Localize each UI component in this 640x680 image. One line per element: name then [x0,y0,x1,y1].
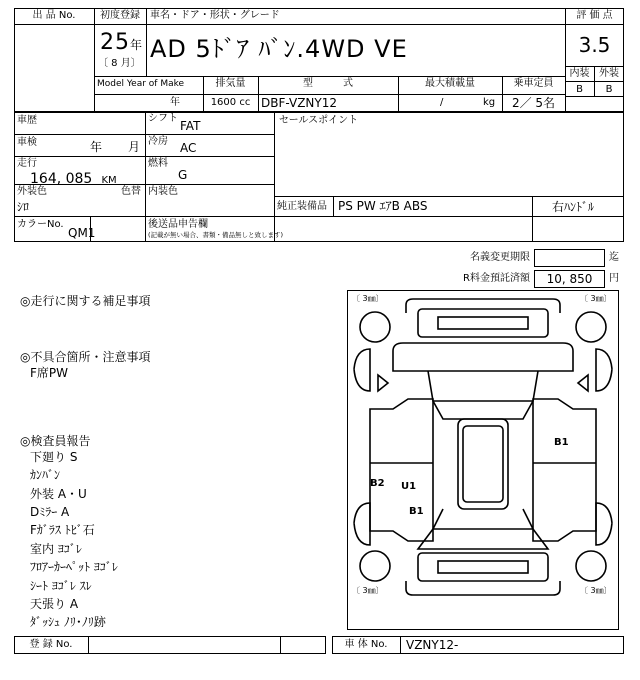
tread-depth-label: 〔 3㎜〕 [352,294,384,303]
defects-heading: ◎不具合箇所・注意事項 [20,350,151,364]
inspection-label: 車検 [17,137,37,148]
recycle-value: 10, 850 [546,272,593,286]
inspector-line: Fｶﾞﾗｽ ﾄﾋﾞ石 [30,523,95,537]
tread-depth-label: 〔 3㎜〕 [352,586,384,595]
load-unit: kg [483,97,496,108]
color-no-label: カラーNo. [17,219,64,230]
type-label: 型 式 [303,78,353,89]
car-name-label: 車名・ドア・形状・グレード [150,10,280,21]
exterior-color-value: ｼﾛ [17,200,30,214]
grade-label: 評 価 点 [576,10,613,21]
exterior-grade: B [605,84,613,95]
inspector-line: 天張り A [30,597,79,611]
lot-no-label: 出 品 No. [32,10,76,21]
docs-note: (記載が無い場合、書類・備品無しと致します) [148,231,284,239]
recycle-unit: 円 [609,273,619,284]
fuel-value: G [178,168,188,182]
interior-grade: B [576,84,583,95]
shift-value: FAT [180,119,201,133]
load-value: / [440,97,444,108]
interior-color-label: 内装色 [148,186,178,197]
equipment-label: 純正装備品 [277,201,327,212]
exterior-color-label: 外装色 [17,186,47,197]
damage-mark: B1 [554,437,569,448]
sales-point-label: セールスポイント [279,115,359,126]
shift-label: シフト [148,113,178,124]
damage-diagram [347,290,619,630]
chassis-value: VZNY12- [406,638,459,652]
first-reg-label: 初度登録 [100,10,140,21]
reg-no-label: 登 録 No. [29,639,73,650]
displacement-label: 排気量 [215,78,246,89]
displacement-value: 1600 cc [210,97,251,108]
damage-mark: U1 [401,481,417,492]
grade-value: 3.5 [578,33,611,57]
mileage-label: 走行 [17,158,37,169]
fuel-label: 燃料 [148,158,168,169]
inspector-line: ｼｰﾄ ﾖｺﾞﾚ ｽﾚ [30,579,92,593]
damage-mark: B2 [370,478,385,489]
name-change-unit: 迄 [609,252,619,263]
name-change-box [534,249,605,267]
inspection-year-unit: 年 [90,140,103,154]
car-outline [348,291,618,629]
equipment-value: PS PW ｴｱB ABS [338,199,428,213]
tread-depth-label: 〔 3㎜〕 [580,586,612,595]
model-year-label: Model Year of Make [97,79,185,89]
mileage-value: 164, 085 KM [30,171,117,187]
inspector-heading: ◎検査員報告 [20,434,91,448]
first-reg-year: 25年 [100,30,143,55]
tread-depth-label: 〔 3㎜〕 [580,294,612,303]
color-change-label: 色替 [121,186,141,197]
car-name: AD 5ﾄﾞｱ ﾊﾞﾝ.4WD VE [150,35,408,63]
inspector-line: 下廻り S [30,450,78,464]
capacity-value: 2／ 5名 [511,96,556,110]
ac-value: AC [180,141,197,155]
recycle-label: R料金預託済額 [463,273,530,284]
inspection-month-unit: 月 [128,140,141,154]
driving-heading: ◎走行に関する補足事項 [20,294,151,308]
inspector-line: 室内 ﾖｺﾞﾚ [30,542,82,556]
docs-label: 後送品申告欄 [148,219,208,230]
first-reg-month: 〔 8 月〕 [98,58,141,69]
exterior-label: 外装 [599,68,619,79]
defects-line: F席PW [30,366,69,380]
model-year-unit: 年 [170,97,180,108]
interior-label: 内装 [569,68,590,79]
ac-label: 冷房 [148,136,168,147]
inspector-line: ｶﾝﾊﾞﾝ [30,468,61,482]
capacity-label: 乗車定員 [513,78,554,89]
inspector-line: ﾀﾞｯｼｭ ﾉﾘ･ﾉﾘ跡 [30,615,106,629]
inspector-line: Dﾐﾗｰ A [30,505,70,519]
inspector-line: ﾌﾛｱｰｶｰﾍﾟｯﾄ ﾖｺﾞﾚ [30,560,118,574]
history-label: 車歴 [17,115,37,126]
color-no-value: QM1 [68,226,96,240]
inspector-line: 外装 A・U [30,487,87,501]
steering-value: 右ﾊﾝﾄﾞﾙ [552,200,595,214]
load-label: 最大積載量 [425,78,475,89]
chassis-label: 車 体 No. [344,639,388,650]
type-value: DBF-VZNY12 [261,96,338,110]
name-change-label: 名義変更期限 [470,252,530,263]
damage-mark: B1 [409,506,424,517]
